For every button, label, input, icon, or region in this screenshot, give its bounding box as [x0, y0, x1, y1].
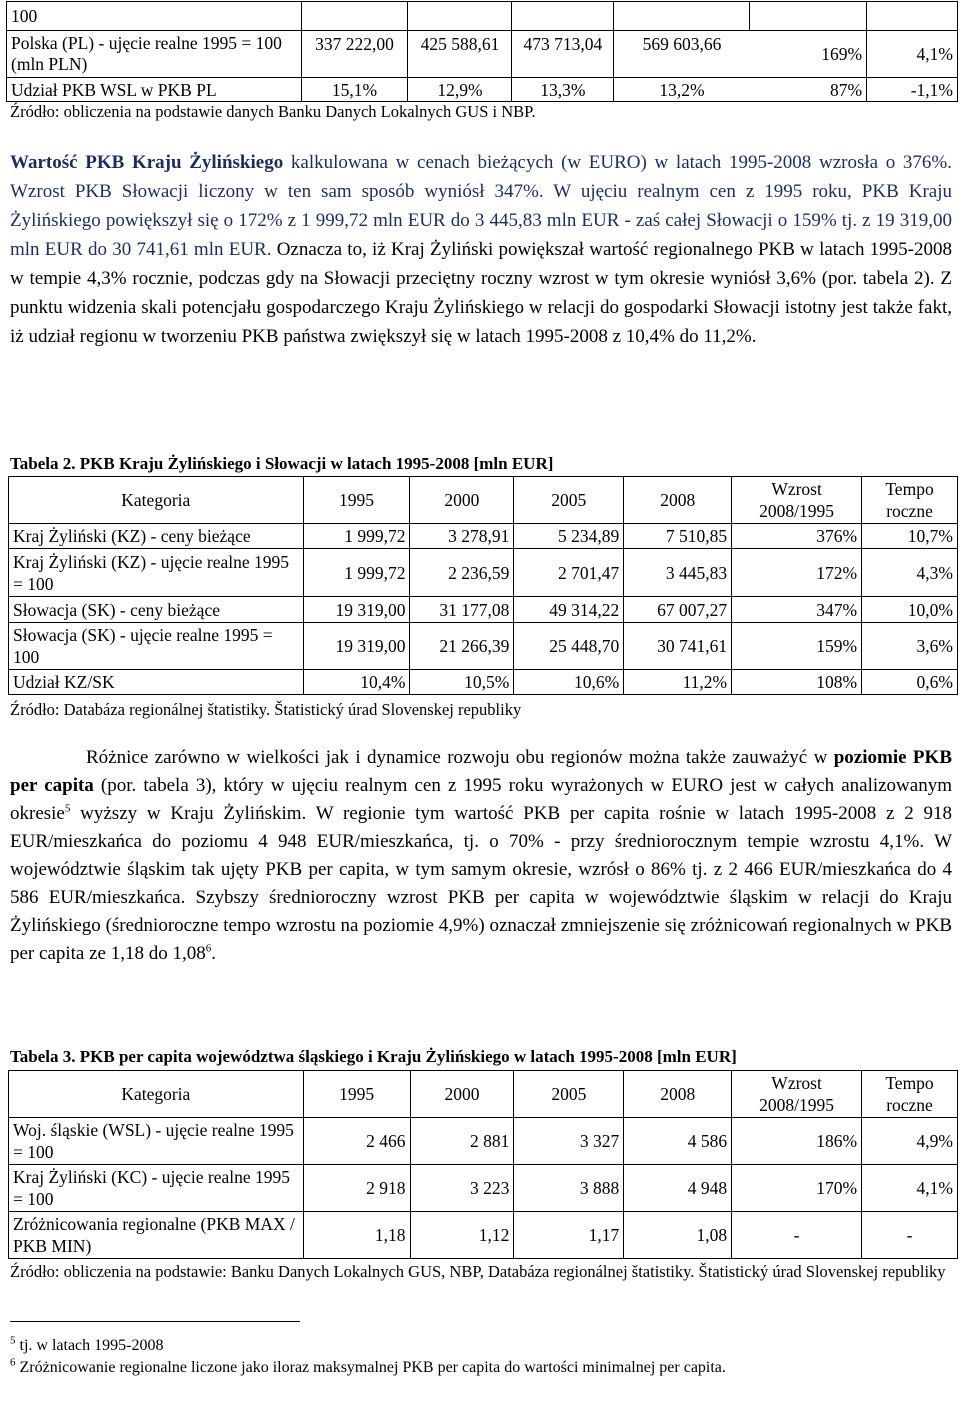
- table-2-caption: Tabela 2. PKB Kraju Żylińskiego i Słowacji w latach 1995-2008 [mln EUR]: [10, 454, 554, 473]
- table-row-label: Polska (PL) - ujęcie realne 1995 = 100 (mln PLN): [7, 31, 302, 78]
- table-2-source: Źródło: Databáza regionálnej štatistiky. Štatistický úrad Slovenskej republiky: [10, 700, 522, 719]
- table-row: 100: [7, 2, 302, 31]
- table-row: Kraj Żyliński (KZ) - ujęcie realne 1995 = 100 1 999,72 2 236,59 2 701,47 3 445,83 172% 4,3%: [9, 549, 958, 597]
- table-row: Kraj Żyliński (KZ) - ceny bieżące 1 999,72 3 278,91 5 234,89 7 510,85 376% 10,7%: [9, 524, 958, 549]
- table-1: 100 Polska (PL) - ujęcie realne 1995 = 100 (mln PLN) 337 222,00 425 588,61 473 713,04 569 603,66 169% 4,1% Udział PKB WSL w PKB PL 15,1% 12,9% 13,3% 13,2% 87% -1,1%: [6, 1, 958, 102]
- table-row: Woj. śląskie (WSL) - ujęcie realne 1995 = 100 2 466 2 881 3 327 4 586 186% 4,9%: [9, 1118, 958, 1165]
- table-3-caption: Tabela 3. PKB per capita województwa śląskiego i Kraju Żylińskiego w latach 1995-2008 [mln EUR]: [10, 1047, 737, 1066]
- table-3-source: Źródło: obliczenia na podstawie: Banku Danych Lokalnych GUS, NBP, Databáza regionálnej štatistiky. Štatistický úrad Slovenskej republiky: [10, 1262, 946, 1281]
- paragraph-2: Różnice zarówno w wielkości jak i dynamice rozwoju obu regionów można także zauważyć w poziomie PKB per capita (por. tabela 3), który w ujęciu realnym cen z 1995 roku wyrażonych w EURO jest w całych analizowanym okresie$^5$ wyższy w Kraju Żylińskim. W regionie tym wartość PKB per capita rośnie w latach 1995-2008 z 2 918 EUR/mieszkańca do poziomu 4 948 EUR/mieszkańca, tj. o 70% - przy średniorocznym tempie wzrostu 4,1%. W województwie śląskim tak ujęty PKB per capita, w tym samym okresie, wzrósł o 86% tj. z 2 466 EUR/mieszkańca do 4 586 EUR/mieszkańca. Szybszy średnioroczny wzrost PKB per capita w województwie śląskim w relacji do Kraju Żylińskiego (średnioroczne tempo wzrostu na poziomie 4,9%) oznaczał zmniejszenie się zróżnicowań regionalnych w PKB per capita ze 1,18 do 1,08$^6$.: [10, 747, 952, 964]
- table-2: Kategoria 1995 2000 2005 2008 Wzrost 2008/1995 Tempo roczne Kraj Żyliński (KZ) - ceny bieżące 1 999,72 3 278,91 5 234,89 7 510,85 376% 10,7% Kraj Żyliński (KZ) - ujęcie realne 1995 = 100 1 999,72 2 236,59 2 701,47 3 445,83 172% 4,3% Słowacja (SK) - ceny bieżące 19 319,00 31 177,08 49 314,22 67 007,27 347% 10,0% Słowacja (SK) - ujęcie realne 1995 = 100 19 319,00 21 266,39 25 448,70 30 741,61 159% 3,6% Udział KZ/SK 10,4% 10,5% 10,6% 11,2% 108% 0,6%: [8, 476, 958, 695]
- footnote-ref-5[interactable]: 5: [64, 802, 71, 815]
- table-row-label: Udział PKB WSL w PKB PL: [7, 78, 302, 102]
- table-row: Zróżnicowania regionalne (PKB MAX / PKB MIN) 1,18 1,12 1,17 1,08 - -: [9, 1212, 958, 1259]
- table-row: Udział KZ/SK 10,4% 10,5% 10,6% 11,2% 108% 0,6%: [9, 670, 958, 695]
- table-row: Słowacja (SK) - ceny bieżące 19 319,00 31 177,08 49 314,22 67 007,27 347% 10,0%: [9, 597, 958, 623]
- footnote-5: $^5$ tj. w latach 1995-2008: [10, 1334, 164, 1354]
- table-row: Kraj Żyliński (KC) - ujęcie realne 1995 = 100 2 918 3 223 3 888 4 948 170% 4,1%: [9, 1165, 958, 1212]
- table-row: Słowacja (SK) - ujęcie realne 1995 = 100 19 319,00 21 266,39 25 448,70 30 741,61 159% 3,6%: [9, 623, 958, 670]
- footnote-ref-6[interactable]: 6: [205, 942, 212, 955]
- footnote-separator: [10, 1321, 300, 1322]
- paragraph-1: Wartość PKB Kraju Żylińskiego kalkulowana w cenach bieżących (w EURO) w latach 1995-2008 wzrosła o 376%. Wzrost PKB Słowacji liczony w ten sam sposób wyniósł 347%. W ujęciu realnym cen z 1995 roku, PKB Kraju Żylińskiego powiększył się o 172% z 1 999,72 mln EUR do 3 445,83 mln EUR - zaś całej Słowacji o 159% tj. z 19 319,00 mln EUR do 30 741,61 mln EUR. Oznacza to, iż Kraj Żyliński powiększał wartość regionalnego PKB w latach 1995-2008 w tempie 4,3% rocznie, podczas gdy na Słowacji przeciętny roczny wzrost w tym okresie wyniósł 3,6% (por. tabela 2). Z punktu widzenia skali potencjału gospodarczego Kraju Żylińskiego w relacji do gospodarki Słowacji istotny jest także fakt, iż udział regionu w tworzeniu PKB państwa zwiększył się w latach 1995-2008 z 10,4% do 11,2%.: [10, 152, 952, 347]
- table-3: Kategoria 1995 2000 2005 2008 Wzrost 2008/1995 Tempo roczne Woj. śląskie (WSL) - ujęcie realne 1995 = 100 2 466 2 881 3 327 4 586 186% 4,9% Kraj Żyliński (KC) - ujęcie realne 1995 = 100 2 918 3 223 3 888 4 948 170% 4,1% Zróżnicowania regionalne (PKB MAX / PKB MIN) 1,18 1,12 1,17 1,08 - -: [8, 1070, 958, 1259]
- table-1-source: Źródło: obliczenia na podstawie danych Banku Danych Lokalnych GUS i NBP.: [10, 102, 536, 121]
- bold-lead: Wartość PKB Kraju Żylińskiego: [10, 152, 284, 173]
- footnote-6: $^6$ Zróżnicowanie regionalne liczone jako iloraz maksymalnej PKB per capita do wartości minimalnej per capita.: [10, 1356, 726, 1376]
